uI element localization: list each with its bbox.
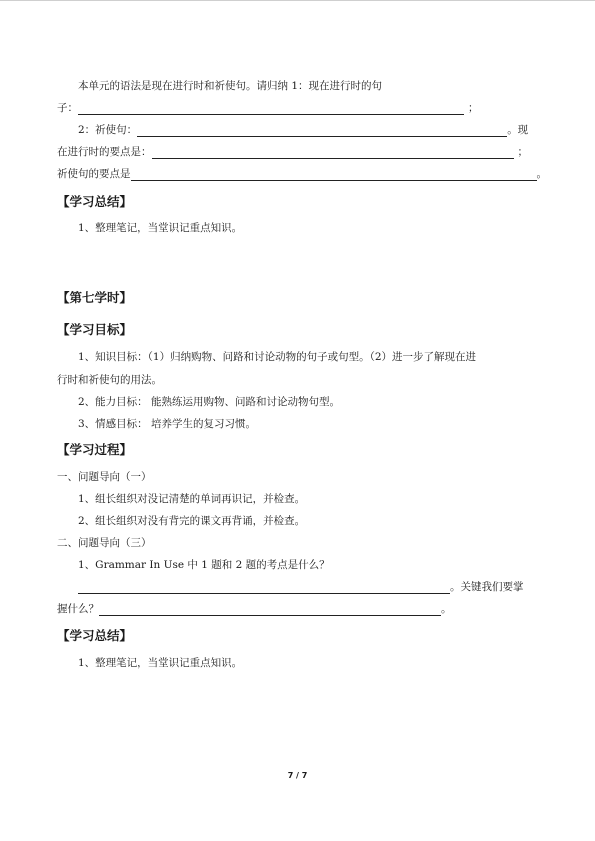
question-3-cont-line: 握什么？ 。 — [57, 603, 452, 615]
imperative-points-line: 祈使句的要点是 。 — [57, 168, 547, 180]
grammar-sentence-line: 子： ； — [57, 102, 479, 114]
process-heading: 【学习过程】 — [57, 442, 133, 457]
top-rule — [0, 0, 595, 1]
question-3-answer-line: 。关键我们要掌 — [57, 581, 547, 594]
answer-blank-6[interactable] — [99, 604, 441, 616]
goal-knowledge-cont: 行时和祈使句的用法。 — [57, 374, 162, 386]
grammar-intro: 本单元的语法是现在进行时和祈使句。请归纳 1：现在进行时的句 — [78, 80, 383, 92]
question-1-item-1: 1、组长组织对没记清楚的单词再识记，并检查。 — [78, 493, 306, 505]
question-guide-3: 二、问题导向（三） — [57, 537, 152, 549]
summary-item: 1、整理笔记，当堂识记重点知识。 — [78, 222, 243, 234]
goals-heading: 【学习目标】 — [57, 322, 133, 337]
goal-knowledge: 1、知识目标：（1）归纳购物、问路和讨论动物的句子或句型。（2）进一步了解现在进 — [78, 351, 477, 363]
answer-blank-1[interactable] — [78, 103, 464, 115]
summary-heading-2: 【学习总结】 — [57, 628, 133, 643]
summary-item-2: 1、整理笔记，当堂识记重点知识。 — [78, 657, 243, 669]
answer-blank-3[interactable] — [152, 147, 514, 159]
answer-blank-4[interactable] — [131, 169, 537, 181]
question-1-item-2: 2、组长组织对没有背完的课文再背诵，并检查。 — [78, 515, 306, 527]
goal-emotion: 3、情感目标： 培养学生的复习习惯。 — [78, 418, 257, 430]
question-guide-1: 一、问题导向（一） — [57, 471, 152, 483]
continuous-points-line: 在进行时的要点是： ； — [57, 146, 528, 158]
goal-ability: 2、能力目标： 能熟练运用购物、问路和讨论动物句型。 — [78, 396, 341, 408]
summary-heading: 【学习总结】 — [57, 194, 133, 209]
answer-blank-2[interactable] — [137, 125, 507, 137]
question-3-item-1: 1、Grammar In Use 中 1 题和 2 题的考点是什么？ — [78, 559, 330, 571]
imperative-line: 2：祈使句： 。现 — [78, 124, 529, 136]
answer-blank-5[interactable] — [78, 582, 450, 594]
page-number: 7 / 7 — [287, 771, 308, 780]
lesson7-heading: 【第七学时】 — [57, 290, 133, 305]
